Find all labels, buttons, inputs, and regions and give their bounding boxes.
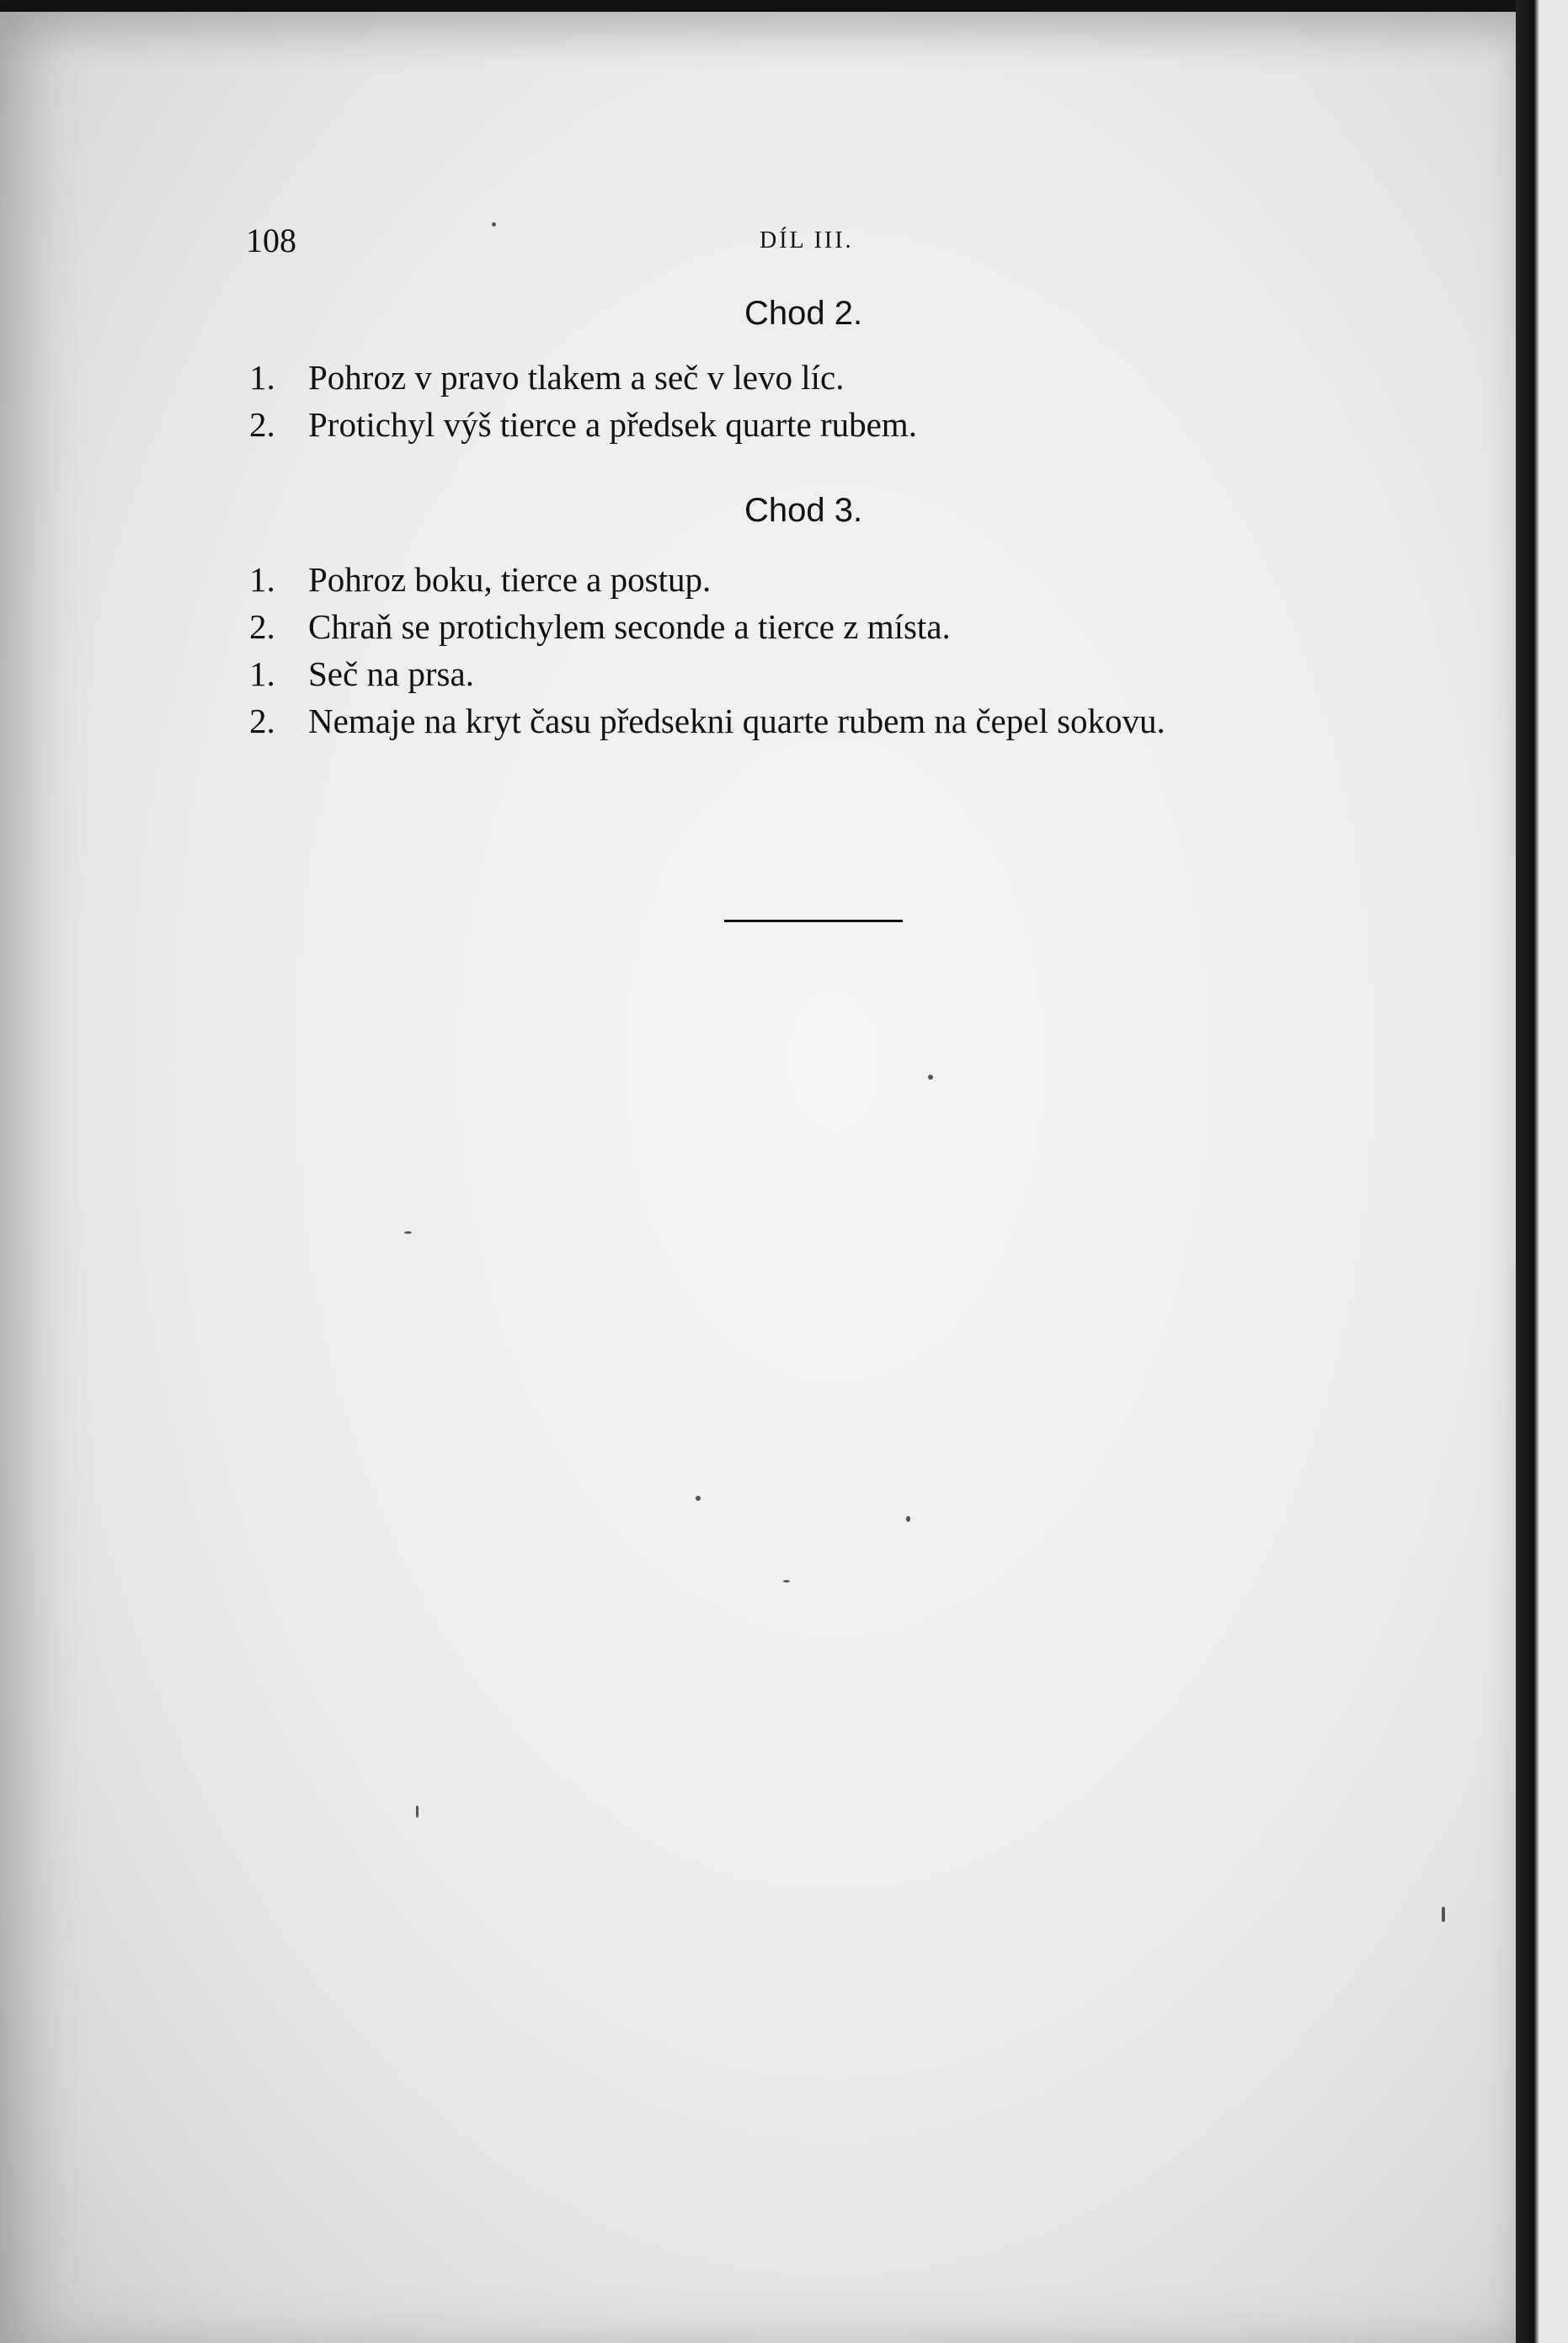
dust-speck bbox=[1442, 1907, 1445, 1922]
dust-speck bbox=[928, 1075, 933, 1080]
dust-speck bbox=[404, 1231, 412, 1234]
item-text: Protichyl výš tierce a předsek quarte rubem. bbox=[308, 405, 917, 444]
item-number: 1. bbox=[249, 654, 275, 693]
item-number: 2. bbox=[249, 405, 275, 444]
item-number: 1. bbox=[249, 358, 275, 397]
item-number: 1. bbox=[249, 560, 275, 599]
dust-speck bbox=[416, 1806, 419, 1817]
item-text: Nemaje na kryt času předsekni quarte rubem na čepel sokovu. bbox=[308, 702, 1165, 740]
dust-speck bbox=[696, 1496, 701, 1501]
list-item bbox=[249, 701, 1165, 741]
item-text: Pohroz boku, tierce a postup. bbox=[308, 560, 712, 599]
item-text: Seč na prsa. bbox=[308, 654, 474, 693]
dust-speck bbox=[783, 1580, 790, 1582]
paper-sheet bbox=[0, 12, 1516, 2343]
running-title: DÍL III. bbox=[760, 227, 854, 254]
list-item bbox=[249, 606, 951, 647]
list-item bbox=[249, 357, 844, 398]
list-item bbox=[249, 404, 917, 445]
item-number: 2. bbox=[249, 607, 275, 646]
dust-speck bbox=[492, 222, 496, 227]
dust-speck bbox=[906, 1516, 910, 1522]
page-number: 108 bbox=[246, 221, 296, 259]
end-rule bbox=[724, 920, 903, 922]
list-item bbox=[249, 654, 474, 694]
list-item bbox=[249, 559, 711, 600]
item-number: 2. bbox=[249, 702, 275, 740]
section-heading: Chod 3. bbox=[744, 492, 863, 529]
page-edge-shadow bbox=[1516, 0, 1568, 2343]
section-heading: Chod 2. bbox=[744, 295, 863, 332]
item-text: Chraň se protichylem seconde a tierce z místa. bbox=[308, 607, 951, 646]
item-text: Pohroz v pravo tlakem a seč v levo líc. bbox=[308, 358, 845, 397]
